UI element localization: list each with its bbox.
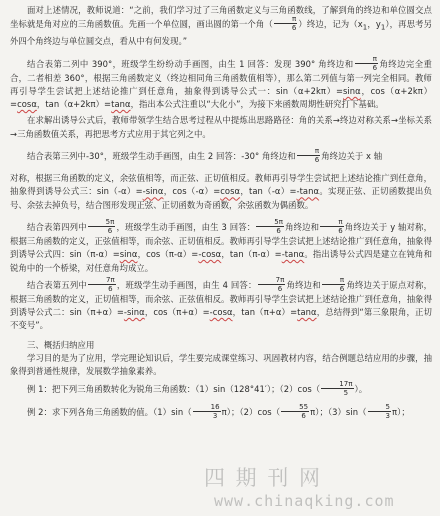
frac-den: 6 <box>107 226 113 235</box>
frac-den: 6 <box>277 284 283 293</box>
paragraph-column-three <box>10 149 432 164</box>
text: ）。 <box>354 383 368 394</box>
formula-tan: -tanα <box>296 186 320 197</box>
frac-den: 3 <box>385 411 391 420</box>
frac-num: 7π <box>258 276 286 285</box>
text: 结合表第五列中 <box>27 279 87 290</box>
frac-num: π <box>274 15 298 24</box>
text: ，tan（π+α）= <box>232 307 298 318</box>
frac-den: 6 <box>314 156 320 165</box>
formula-tan: tanα <box>111 99 131 110</box>
text: 例 2：求下列各角三角函数的值。（1）sin（ <box>27 406 192 417</box>
text: 例 1：把下列三角函数转化为锐角三角函数：（1）sin（128°41′）；（2）cos（ <box>27 383 321 394</box>
frac-num: 5π <box>88 218 116 227</box>
text: ，cos（π+α）= <box>144 307 210 318</box>
fraction <box>274 15 298 32</box>
frac-den: 6 <box>372 63 378 72</box>
text: ，tan（-α）= <box>240 186 297 197</box>
example-one <box>10 379 432 397</box>
paragraph-column-two <box>10 54 432 112</box>
frac-num: 5 <box>368 403 392 412</box>
text: ，y <box>367 19 381 30</box>
text: 。指出诱导公式四是建立在钝角和锐角中的一个桥梁，对任意角均成立。 <box>10 249 432 273</box>
paragraph-summary: 在求解出诱导公式后，教师带领学生结合思考过程从中提炼出思路路径：角的关系→终边对称关系→坐标关系→三角函数值关系，再把思考方式应用于其它列之中。 <box>10 115 432 139</box>
formula-cos: -cosα <box>198 249 222 260</box>
paragraph-column-five <box>10 275 433 333</box>
text: ，班级学生动手画图，由生 4 回答： <box>116 279 257 290</box>
text: π）；（3）sin（ <box>310 406 367 417</box>
frac-den: 6 <box>301 411 306 420</box>
frac-num: π <box>297 147 321 156</box>
text: 角终边和 <box>286 279 321 290</box>
frac-den: 3 <box>212 411 218 420</box>
formula-cos: cosα <box>220 186 241 197</box>
text: π）； <box>392 406 410 417</box>
text: 角终边关于 y 轴对称，根据三角函数的定义，正弦值相等，而余弦、正切值相反。教师再引导学生尝试把上述结论推广到任意角，抽象得到诱导公式四：sin（π-α）= <box>10 221 432 260</box>
text: 结合表第二列中 390°，班级学生纷纷动手画图，由生 1 回答：发现 390° 角终边和 <box>27 58 354 69</box>
watermark: 四 期 刊 网 <box>204 466 323 490</box>
formula-sin: -sinα <box>142 186 164 197</box>
text: 角终边关于 x 轴 <box>321 151 383 162</box>
frac-num: 7π <box>88 276 116 285</box>
fraction <box>297 147 321 164</box>
subscript: 1 <box>380 23 386 32</box>
paragraph-application: 学习目的是为了应用，学完理论知识后，学生要完成课堂练习、巩固教材内容，结合例题总结应用的步骤，抽象得到普通性规律，发展数学抽象素养。 <box>10 353 432 377</box>
frac-den: 6 <box>276 226 281 235</box>
formula-sin: sinα <box>119 249 138 260</box>
text: ，cos（π-α）= <box>137 249 199 260</box>
formula-cos: cosα <box>17 99 37 110</box>
frac-num: 5π <box>256 218 284 227</box>
text: 结合表第四列中 <box>27 221 87 232</box>
frac-den: 6 <box>291 24 297 33</box>
text: ，cos（-α）= <box>163 186 221 197</box>
text: ，指出本公式注重以“大化小”，为接下来函数周期性研究打下基础。 <box>130 99 384 110</box>
fraction <box>320 218 344 235</box>
paragraph-formula-three <box>10 172 432 212</box>
formula-sin: sinα <box>343 85 361 96</box>
frac-num: 17π <box>321 380 353 389</box>
fraction <box>193 403 221 420</box>
text: 。实现正弦、正切函数提出负号、余弦去掉负号，结合图形发现正弦、正切函数为奇函数，余弦函数为偶函数。 <box>10 186 433 210</box>
text: ，总结得到“第三象限角，正切不变号”。 <box>10 307 432 331</box>
formula-cos: -cosα <box>209 307 233 318</box>
formula-tan: -tanα <box>281 249 305 260</box>
text: ，班级学生动手画图，由生 3 回答： <box>116 221 256 232</box>
frac-den: 5 <box>343 388 349 397</box>
text: 角终边和 <box>285 221 320 232</box>
frac-num: 55 <box>281 403 309 412</box>
paragraph-column-four <box>10 217 432 275</box>
watermark-url: www.chinaqking.com <box>214 492 395 510</box>
text: 角终边关于原点对称，根据三角函数的定义，正切值相等，而余弦、正弦值相反。教师再引导学生尝试把上述结论推广到任意角，抽象得到诱导公式二：sin（π+α）= <box>10 279 433 318</box>
text: ，tan（α+2kπ）= <box>36 99 112 110</box>
text: ，cos（α+2kπ）= <box>10 85 432 110</box>
fraction <box>368 403 392 420</box>
section-heading: 三、概括归纳应用 <box>27 339 95 350</box>
text: ，tan（π-α）= <box>221 249 282 260</box>
fraction <box>322 276 346 293</box>
frac-den: 6 <box>108 284 113 293</box>
fraction <box>88 218 116 235</box>
subscript: 1 <box>362 23 368 32</box>
frac-num: π <box>355 55 379 64</box>
formula-tan: tanα <box>297 307 317 318</box>
frac-den: 6 <box>339 284 345 293</box>
text: 角终边完全重合，二者相差 360°，根据三角函数定义（终边相同角三角函数值相等），那么第二列值与第一列完全相同。教师再引导学生尝试把上述结论推广到任意角，抽象得到诱导公式一：sin（α+2kπ）= <box>10 58 432 96</box>
fraction <box>355 55 379 72</box>
fraction <box>88 276 116 293</box>
fraction <box>256 218 284 235</box>
text: π）；（2）cos（ <box>221 406 281 417</box>
paragraph-intro <box>10 4 432 49</box>
text: 对称，根据三角函数的定义，余弦值相等，而正弦、正切值相反。教师再引导学生尝试把上述结论推广到任意角，抽象得到诱导公式三：sin（-α）= <box>10 173 432 197</box>
frac-den: 6 <box>338 226 343 235</box>
frac-num: 16 <box>193 403 221 412</box>
frac-num: π <box>320 218 344 227</box>
fraction <box>258 276 286 293</box>
fraction <box>281 403 309 420</box>
fraction <box>321 380 353 397</box>
frac-num: π <box>322 276 346 285</box>
text: ）终边，记为（x <box>298 19 363 30</box>
formula-sin: -sinα <box>123 307 145 318</box>
text: ），再思考另外四个角终边与单位圆交点，看从中有何发现。” <box>10 19 433 47</box>
text: 面对上述情况，教师说道：“之前，我们学习过了三角函数定义与三角函数线，了解到角的终边和单位圆交点坐标就是角对应的三角函数值。先画一个单位圆，画出圆的第一个角（ <box>10 5 432 30</box>
example-two <box>10 402 432 420</box>
text: 结合表第三列中-30°，班级学生动手画图，由生 2 回答：-30° 角终边和 <box>27 151 296 162</box>
